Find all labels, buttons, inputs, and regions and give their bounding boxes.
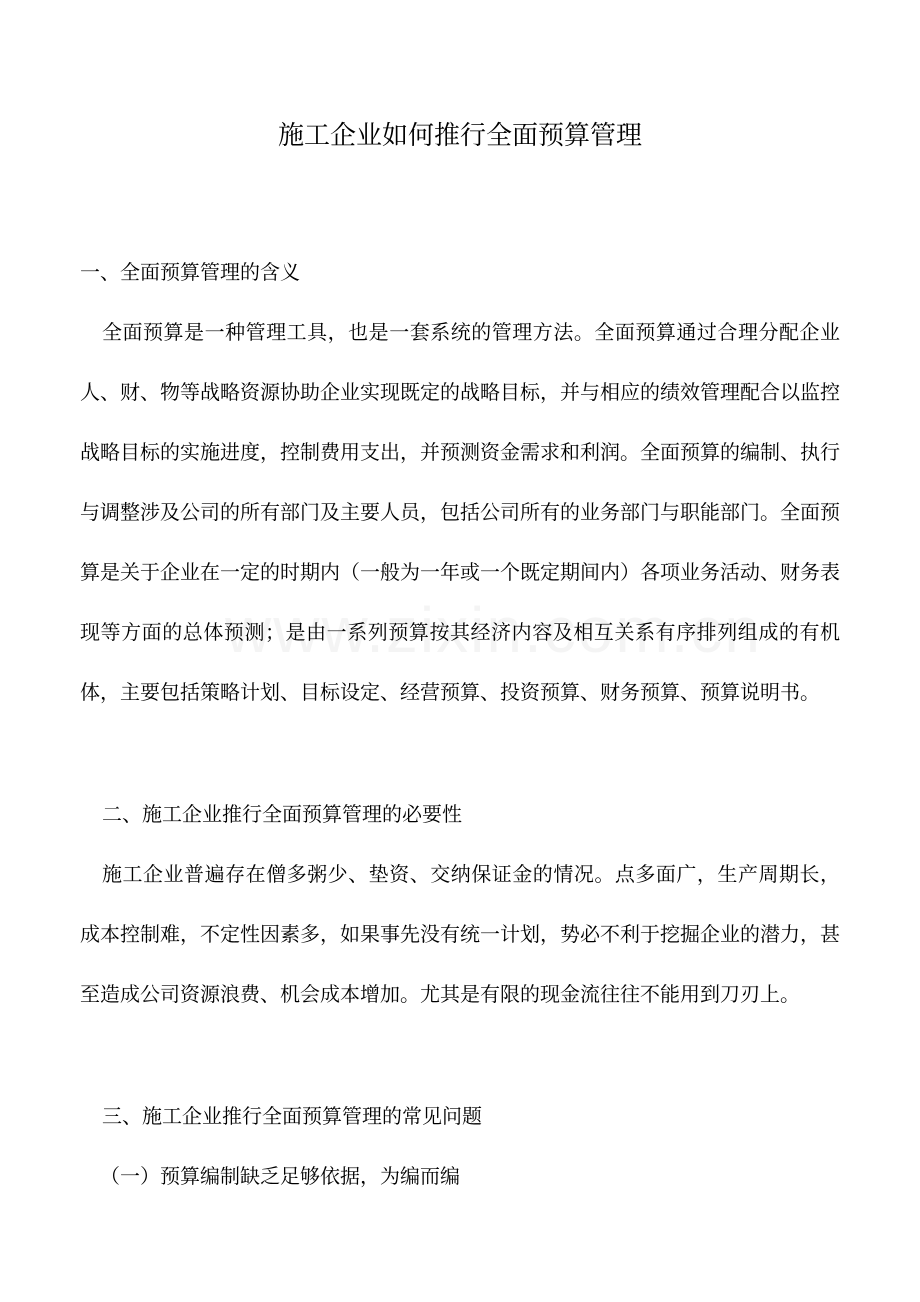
section-2-paragraph: 施工企业普遍存在僧多粥少、垫资、交纳保证金的情况。点多面广，生产周期长，成本控制难，不定性因素多，如果事先没有统一计划，势必不利于挖掘企业的潜力，甚至造成公司资源浪费、机会成本增加。尤其是有限的现金流往往不能用到刀刃上。 xyxy=(80,862,840,1006)
section-3-heading: 三、施工企业推行全面预算管理的常见问题 xyxy=(102,1104,482,1128)
section-2-heading: 二、施工企业推行全面预算管理的必要性 xyxy=(102,802,462,826)
section-1-paragraph: 全面预算是一种管理工具，也是一套系统的管理方法。全面预算通过合理分配企业人、财、物等战略资源协助企业实现既定的战略目标，并与相应的绩效管理配合以监控战略目标的实施进度，控制费用支出，并预测资金需求和利润。全面预算的编制、执行与调整涉及公司的所有部门及主要人员，包括公司所有的业务部门与职能部门。全面预算是关于企业在一定的时期内（一般为一年或一个既定期间内）各项业务活动、财务表现等方面的总体预测；是由一系列预算按其经济内容及相互关系有序排列组成的有机体，主要包括策略计划、目标设定、经营预算、投资预算、财务预算、预算说明书。 xyxy=(80,320,840,704)
section-1-heading: 一、全面预算管理的含义 xyxy=(80,260,300,284)
document-title: 施工企业如何推行全面预算管理 xyxy=(277,121,642,151)
subsection-1-heading: （一）预算编制缺乏足够依据，为编而编 xyxy=(100,1164,460,1188)
